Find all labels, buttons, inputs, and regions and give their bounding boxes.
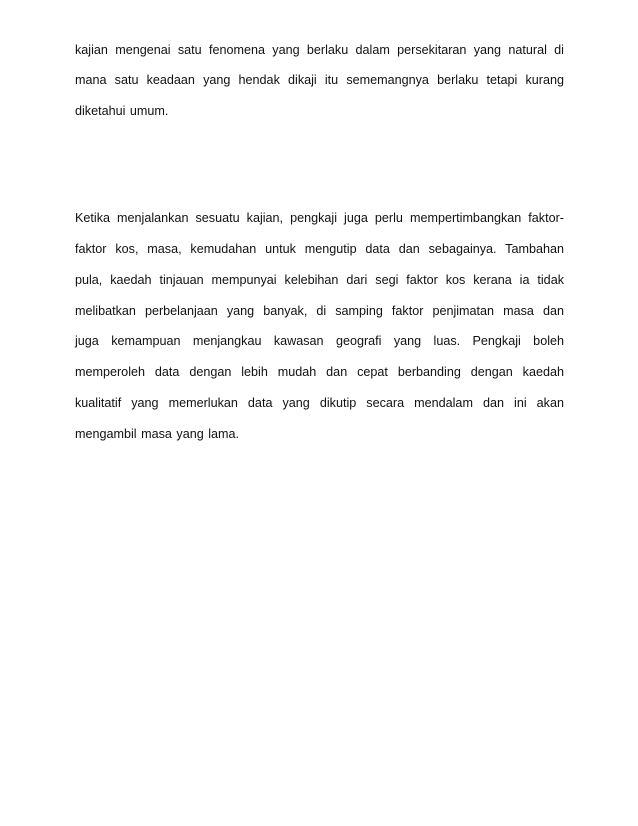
paragraph-2-line-3: pula, kaedah tinjauan mempunyai kelebihan dari segi faktor kos kerana ia tidak [75,273,564,287]
paragraph-2-line-1: Ketika menjalankan sesuatu kajian, pengkaji juga perlu mempertimbangkan faktor- [75,211,564,225]
paragraph-2-line-2: faktor kos, masa, kemudahan untuk mengutip data dan sebagainya. Tambahan [75,242,564,256]
paragraph-1-line-2: mana satu keadaan yang hendak dikaji itu sememangnya berlaku tetapi kurang [75,73,564,87]
paragraph-1-line-3: diketahui umum. [75,104,169,118]
paragraph-1-line-1: kajian mengenai satu fenomena yang berlaku dalam persekitaran yang natural di [75,43,564,57]
paragraph-2-line-7: kualitatif yang memerlukan data yang dikutip secara mendalam dan ini akan [75,396,564,410]
paragraph-2-line-4: melibatkan perbelanjaan yang banyak, di samping faktor penjimatan masa dan [75,304,564,318]
paragraph-2-line-5: juga kemampuan menjangkau kawasan geografi yang luas. Pengkaji boleh [75,334,564,348]
paragraph-2-line-8: mengambil masa yang lama. [75,427,239,441]
paragraph-2-line-6: memperoleh data dengan lebih mudah dan cepat berbanding dengan kaedah [75,365,564,379]
